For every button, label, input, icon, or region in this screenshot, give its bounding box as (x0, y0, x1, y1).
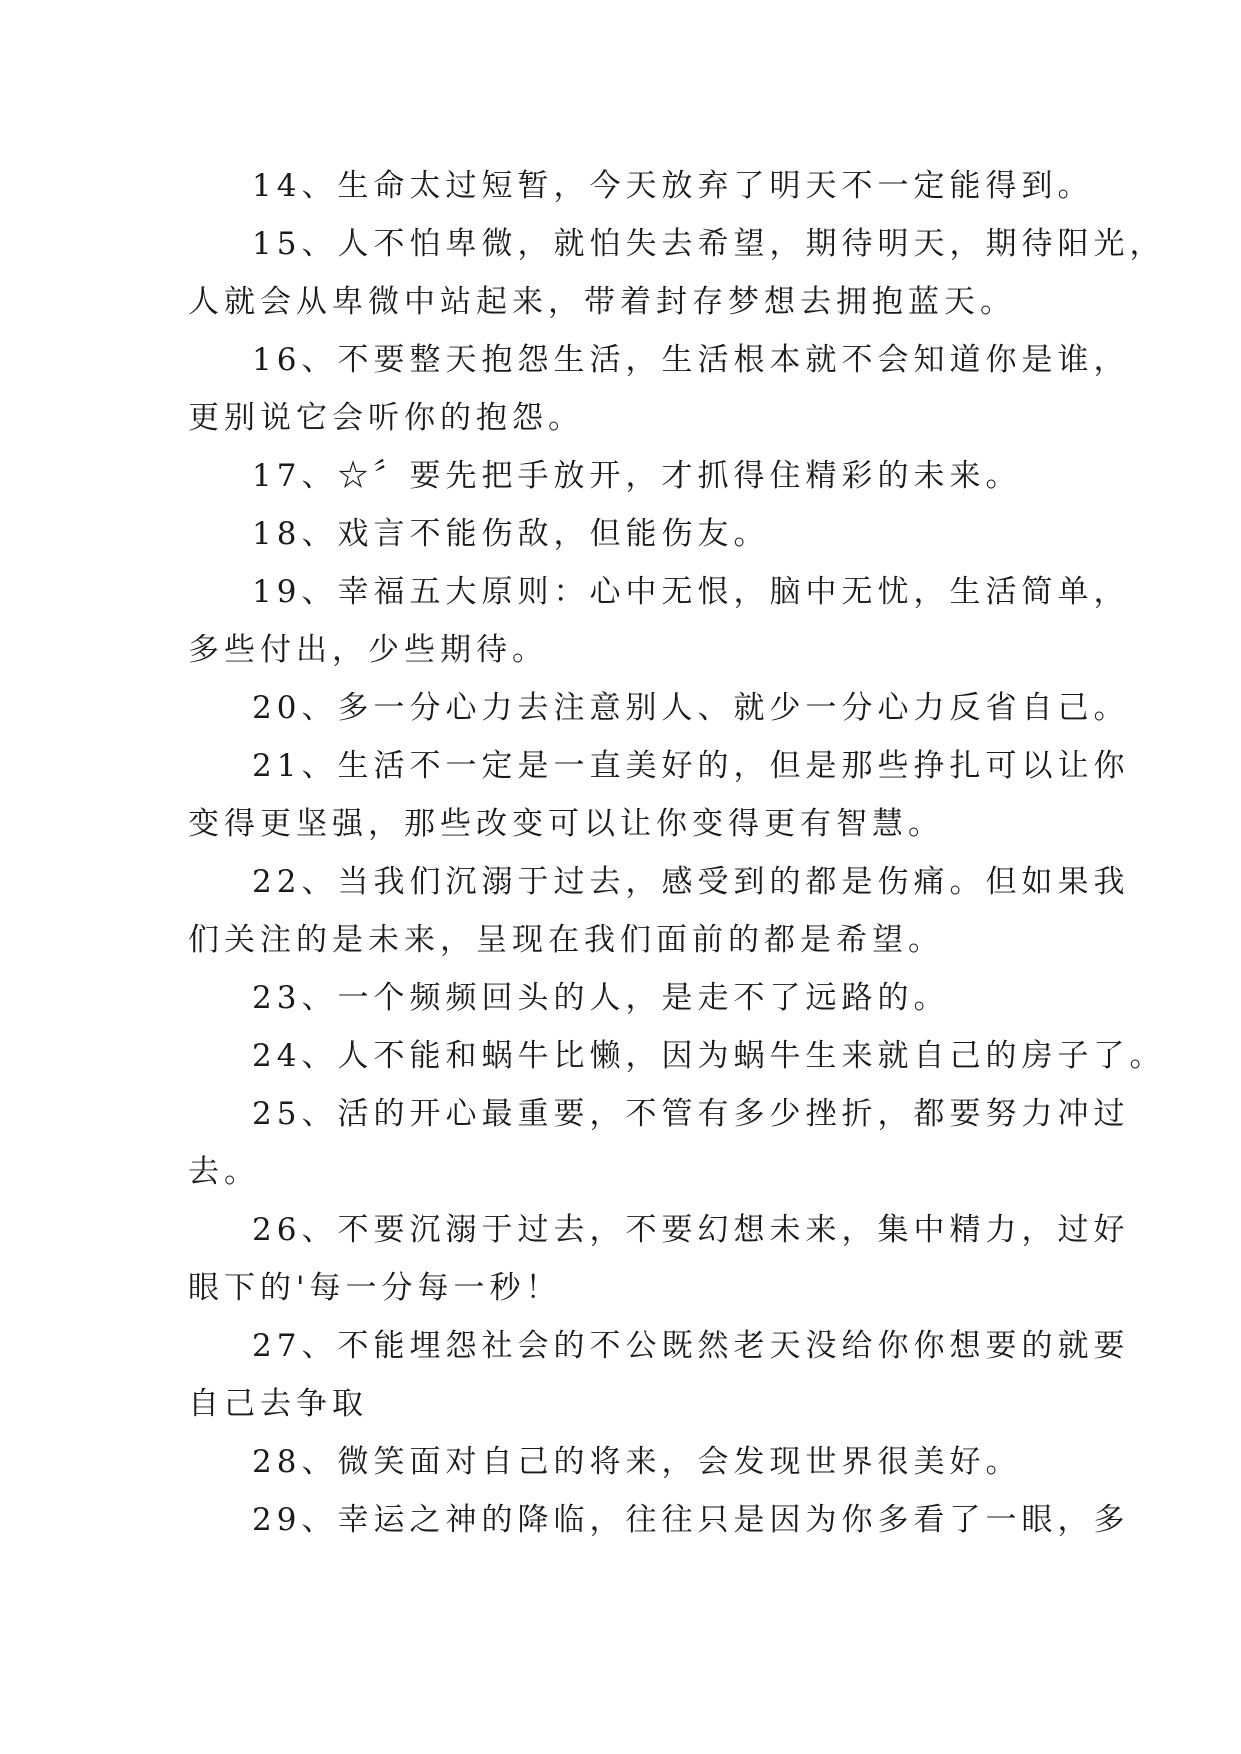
quote-24-line-1: 24、人不能和蜗牛比懒，因为蜗牛生来就自己的房子了。 (252, 1038, 1166, 1074)
quote-19-line-1: 19、幸福五大原则：心中无恨，脑中无忧，生活简单， (252, 574, 1130, 610)
quote-23-line-1: 23、一个频频回头的人，是走不了远路的。 (252, 980, 950, 1016)
quote-14-line-1: 14、生命太过短暂，今天放弃了明天不一定能得到。 (252, 168, 1094, 204)
quote-22-line-2: 们关注的是未来，呈现在我们面前的都是希望。 (188, 922, 944, 958)
quote-22-line-1: 22、当我们沉溺于过去，感受到的都是伤痛。但如果我 (252, 864, 1130, 900)
quote-16-line-2: 更别说它会听你的抱怨。 (188, 400, 584, 436)
quote-19-line-2: 多些付出，少些期待。 (188, 632, 548, 668)
quote-25-line-2: 去。 (188, 1154, 260, 1190)
quote-21-line-1: 21、生活不一定是一直美好的，但是那些挣扎可以让你 (252, 748, 1130, 784)
quote-26-line-2: 眼下的'每一分每一秒！ (188, 1270, 562, 1306)
quote-21-line-2: 变得更坚强，那些改变可以让你变得更有智慧。 (188, 806, 944, 842)
quote-27-line-2: 自己去争取 (188, 1386, 368, 1422)
quote-17-line-1: 17、☆〞要先把手放开，才抓得住精彩的未来。 (252, 458, 1022, 494)
quote-15-line-2: 人就会从卑微中站起来，带着封存梦想去拥抱蓝天。 (188, 284, 1016, 320)
quote-18-line-1: 18、戏言不能伤敌，但能伤友。 (252, 516, 770, 552)
quote-26-line-1: 26、不要沉溺于过去，不要幻想未来，集中精力，过好 (252, 1212, 1130, 1248)
quote-25-line-1: 25、活的开心最重要，不管有多少挫折，都要努力冲过 (252, 1096, 1130, 1132)
quote-29-line-1: 29、幸运之神的降临，往往只是因为你多看了一眼，多 (252, 1502, 1130, 1538)
quote-15-line-1: 15、人不怕卑微，就怕失去希望，期待明天，期待阳光， (252, 226, 1166, 262)
quote-27-line-1: 27、不能埋怨社会的不公既然老天没给你你想要的就要 (252, 1328, 1130, 1364)
quote-28-line-1: 28、微笑面对自己的将来，会发现世界很美好。 (252, 1444, 1022, 1480)
quote-16-line-1: 16、不要整天抱怨生活，生活根本就不会知道你是谁， (252, 342, 1130, 378)
quote-20-line-1: 20、多一分心力去注意别人、就少一分心力反省自己。 (252, 690, 1130, 726)
